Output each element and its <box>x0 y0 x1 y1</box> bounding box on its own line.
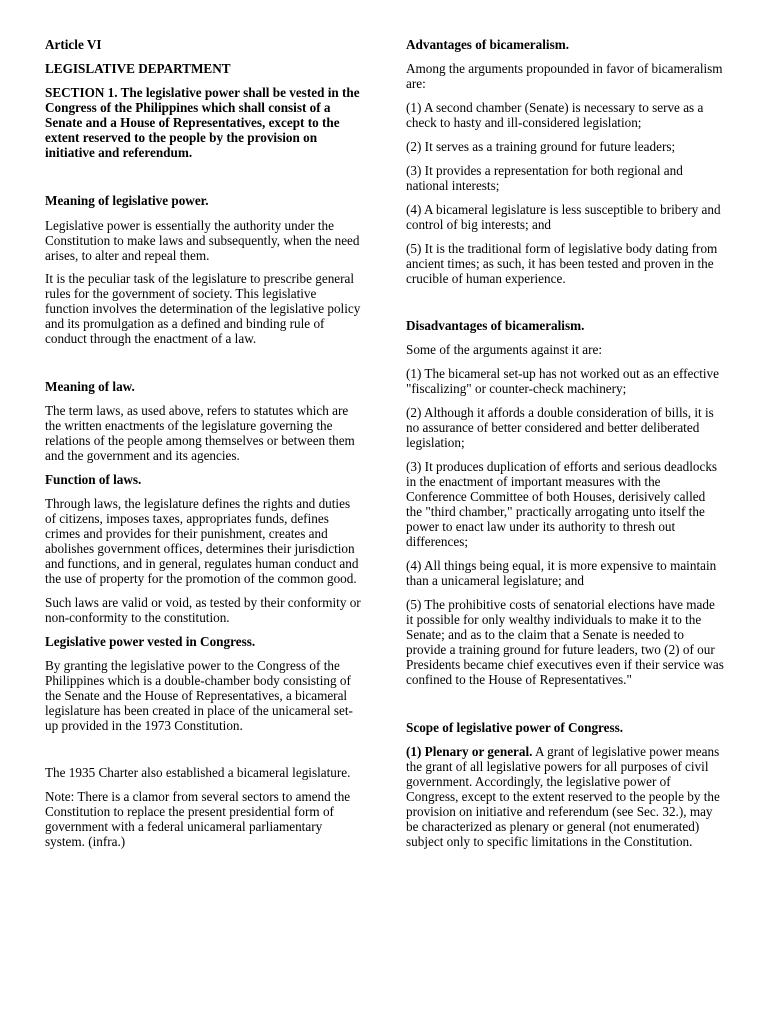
scope-text: A grant of legislative power means the grant of all legislative powers for all purposes of civil government. Accordingly, the legislative power of Congress, except to the extent reserved to the people by the provision on initiative and referendum (see Sec. 32.), may be characterized as plenary or general (not enumerated) subject only to specific limitations in the Constitution. <box>406 744 720 849</box>
advantages-heading: Advantages of bicameralism. <box>406 37 569 52</box>
vested-heading: Legislative power vested in Congress. <box>45 634 256 649</box>
meaning-law-paragraph: The term laws, as used above, refers to statutes which are the written enactments of the legislature governing the relations of the people among themselves or between them and the government and its agencies. <box>45 403 355 463</box>
meaning-power-paragraph-1: Legislative power is essentially the authority under the Constitution to make laws and subsequently, when the need arises, to alter and repeal them. <box>45 218 360 263</box>
function-paragraph-2: Such laws are valid or void, as tested by their conformity or non-conformity to the constitution. <box>45 595 361 625</box>
disadvantage-item: (3) It produces duplication of efforts and serious deadlocks in the enactment of important measures with the Conference Committee of both Houses, derisively called the "third chamber," practically arrogating unto itself the power to enact law under its authority to thresh out differences; <box>406 459 718 549</box>
note-paragraph: Note: There is a clamor from several sectors to amend the Constitution to replace the present presidential form of government with a federal unicameral parliamentary system. (infra.) <box>45 789 351 849</box>
advantage-item: (1) A second chamber (Senate) is necessary to serve as a check to hasty and ill-considered legislation; <box>406 100 704 130</box>
disadvantage-item: (1) The bicameral set-up has not worked out as an effective "fiscalizing" or counter-check machinery; <box>406 366 719 396</box>
advantages-intro: Among the arguments propounded in favor of bicameralism are: <box>406 61 723 91</box>
advantage-item: (3) It provides a representation for both regional and national interests; <box>406 163 683 193</box>
scope-heading: Scope of legislative power of Congress. <box>406 720 624 735</box>
charter-paragraph: The 1935 Charter also established a bicameral legislature. <box>45 765 351 780</box>
function-heading: Function of laws. <box>45 472 142 487</box>
section-1-text: SECTION 1. The legislative power shall be vested in the Congress of the Philippines which shall consist of a Senate and a House of Representatives, except to the extent reserved to the people by the provision on initiative and referendum. <box>45 85 360 160</box>
scope-paragraph <box>406 744 724 849</box>
advantage-item: (4) A bicameral legislature is less susceptible to bribery and control of big interests; and <box>406 202 721 232</box>
function-paragraph-1: Through laws, the legislature defines the rights and duties of citizens, imposes taxes, appropriates funds, defines crimes and provides for their punishment, creates and abolishes government offices, determines their jurisdiction and functions, and in general, regulates human conduct and the use of property for the promotion of the common good. <box>45 496 359 586</box>
advantage-item: (5) It is the traditional form of legislative body dating from ancient times; as such, it has been tested and proven in the crucible of human experience. <box>406 241 718 286</box>
disadvantages-heading: Disadvantages of bicameralism. <box>406 318 585 333</box>
meaning-power-heading: Meaning of legislative power. <box>45 193 209 208</box>
disadvantage-item: (5) The prohibitive costs of senatorial elections have made it possible for only wealthy individuals to make it to the Senate; and as to the claim that a Senate is needed to provide a training ground for future leaders, two (2) of our Presidents became chief executives even if their service was confined to the House of Representatives." <box>406 597 724 687</box>
left-column <box>45 37 363 849</box>
advantage-item: (2) It serves as a training ground for future leaders; <box>406 139 676 154</box>
disadvantage-item: (4) All things being equal, it is more expensive to maintain than a unicameral legislature; and <box>406 558 717 588</box>
meaning-law-heading: Meaning of law. <box>45 379 135 394</box>
scope-lead: (1) Plenary or general. <box>406 744 533 759</box>
disadvantage-item: (2) Although it affords a double consideration of bills, it is no assurance of better considered and better deliberated legislation; <box>406 405 714 450</box>
disadvantages-intro: Some of the arguments against it are: <box>406 342 603 357</box>
department-title: LEGISLATIVE DEPARTMENT <box>45 61 231 76</box>
meaning-power-paragraph-2: It is the peculiar task of the legislature to prescribe general rules for the government of society. This legislative function involves the determination of the legislative policy and its promulgation as a defined and binding rule of conduct through the enactment of a law. <box>45 271 361 346</box>
right-column <box>406 37 724 849</box>
article-title: Article VI <box>45 37 102 52</box>
vested-paragraph: By granting the legislative power to the Congress of the Philippines which is a double-chamber body consisting of the Senate and the House of Representatives, a bicameral legislature has been created in place of the unicameral set-up provided in the 1973 Constitution. <box>45 658 353 733</box>
